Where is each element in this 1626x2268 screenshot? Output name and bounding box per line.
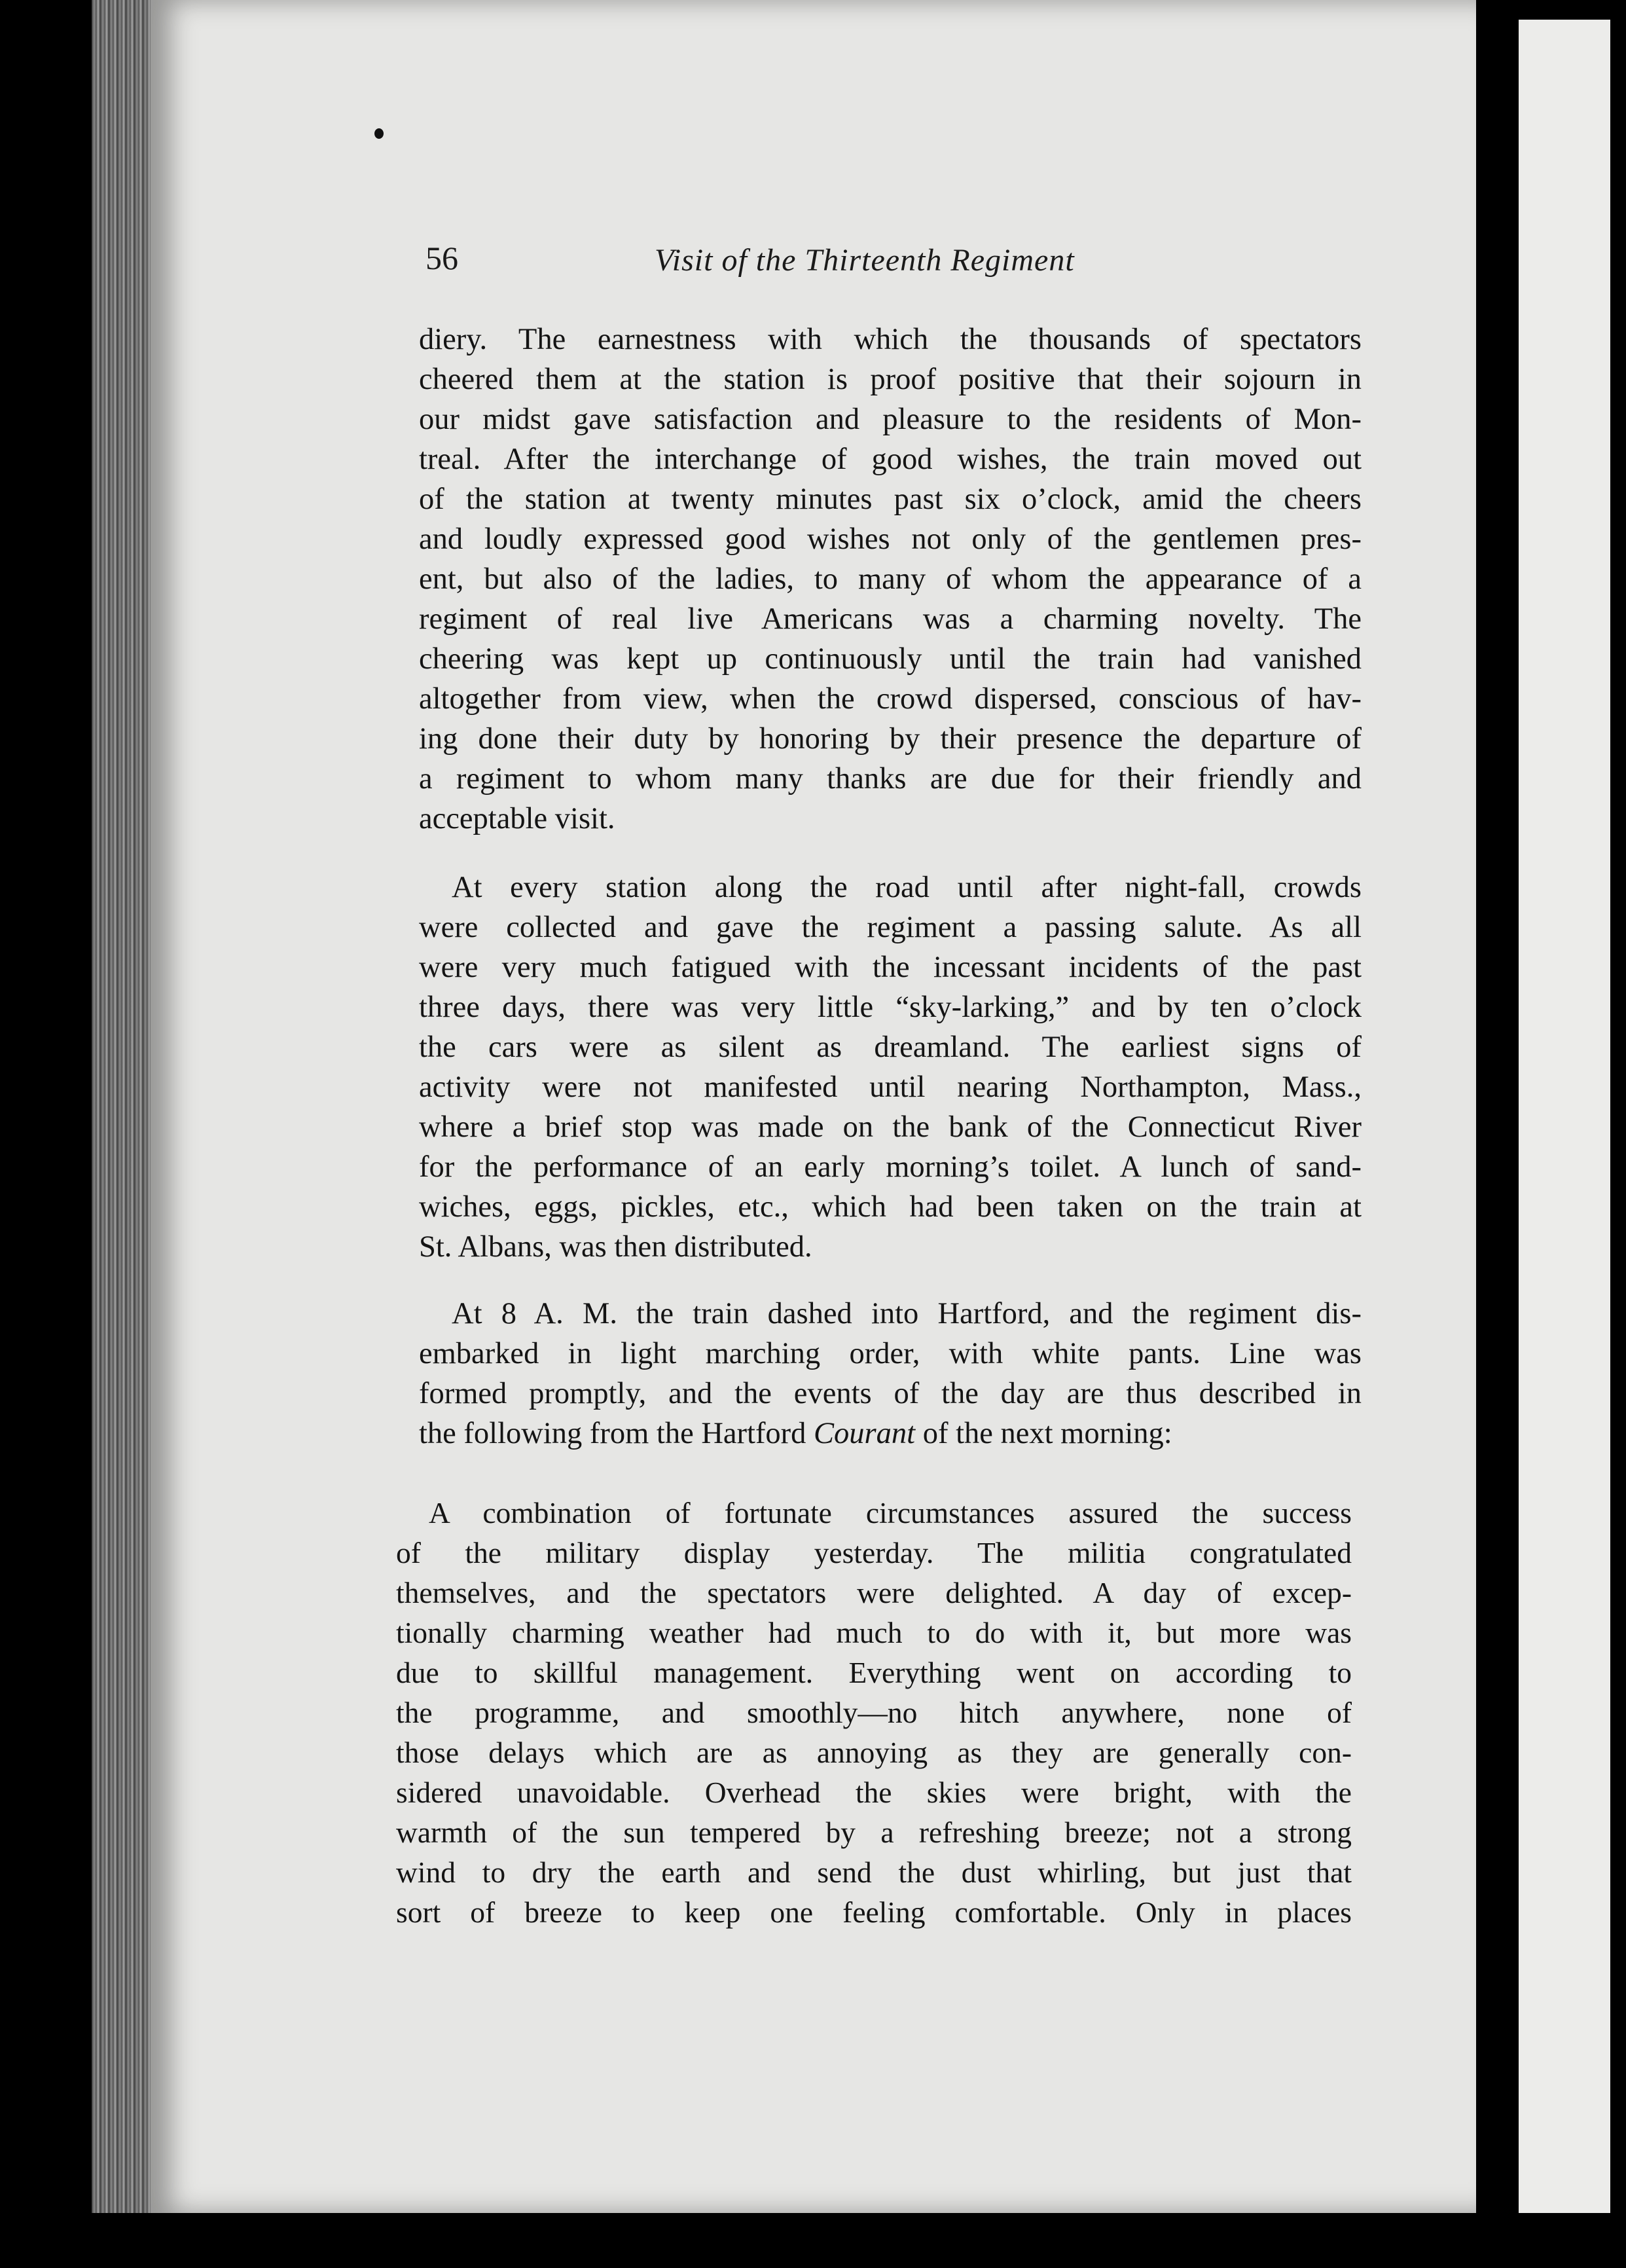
text-line: activity were not manifested until nearing Northampton, Mass., bbox=[419, 1070, 1362, 1104]
book-gutter bbox=[1476, 0, 1522, 2268]
text-line: wind to dry the earth and send the dust whirling, but just that bbox=[396, 1856, 1352, 1889]
text-line: embarked in light marching order, with white pants. Line was bbox=[419, 1337, 1362, 1370]
text-line: due to skillful management. Everything went on according to bbox=[396, 1656, 1352, 1689]
running-title: Visit of the Thirteenth Regiment bbox=[655, 243, 1075, 278]
ink-speck bbox=[374, 128, 384, 139]
text-line: treal. After the interchange of good wishes, the train moved out bbox=[419, 443, 1362, 476]
text-run: the following from the Hartford bbox=[419, 1417, 814, 1450]
newspaper-title: Courant bbox=[814, 1417, 916, 1450]
text-line: for the performance of an early morning’s toilet. A lunch of sand- bbox=[419, 1150, 1362, 1184]
text-line: tionally charming weather had much to do with it, but more was bbox=[396, 1616, 1352, 1649]
text-line: regiment of real live Americans was a charming novelty. The bbox=[419, 602, 1362, 636]
text-line: ent, but also of the ladies, to many of whom the appearance of a bbox=[419, 562, 1362, 596]
text-line: themselves, and the spectators were delighted. A day of excep- bbox=[396, 1576, 1352, 1609]
text-line: where a brief stop was made on the bank of the Connecticut River bbox=[419, 1110, 1362, 1144]
text-run: of the next morning: bbox=[915, 1417, 1172, 1450]
text-line: the cars were as silent as dreamland. The earliest signs of bbox=[419, 1031, 1362, 1064]
text-line: cheered them at the station is proof positive that their sojourn in bbox=[419, 363, 1362, 396]
text-line: acceptable visit. bbox=[419, 802, 615, 835]
text-line: A combination of fortunate circumstances assured the success bbox=[429, 1496, 1352, 1529]
text-line: the programme, and smoothly—no hitch anywhere, none of bbox=[396, 1696, 1352, 1729]
paragraph-2 bbox=[419, 868, 1362, 1267]
text-line: formed promptly, and the events of the day are thus described in bbox=[419, 1377, 1362, 1410]
text-line: a regiment to whom many thanks are due for their friendly and bbox=[419, 762, 1362, 796]
text-line: wiches, eggs, pickles, etc., which had been taken on the train at bbox=[419, 1190, 1362, 1224]
text-line: St. Albans, was then distributed. bbox=[419, 1230, 812, 1264]
text-line: cheering was kept up continuously until the train had vanished bbox=[419, 642, 1362, 676]
text-line: At every station along the road until after night-fall, crowds bbox=[452, 871, 1362, 904]
text-line: three days, there was very little “sky-larking,” and by ten o’clock bbox=[419, 991, 1362, 1024]
text-line: of the station at twenty minutes past six o’clock, amid the cheers bbox=[419, 483, 1362, 516]
text-line: warmth of the sun tempered by a refreshing breeze; not a strong bbox=[396, 1816, 1352, 1849]
text-line: ing done their duty by honoring by their presence the departure of bbox=[419, 722, 1362, 756]
text-line: altogether from view, when the crowd dispersed, conscious of hav- bbox=[419, 682, 1362, 716]
text-line: those delays which are as annoying as they are generally con- bbox=[396, 1736, 1352, 1769]
text-line: sidered unavoidable. Overhead the skies were bright, with the bbox=[396, 1776, 1352, 1809]
text-line-with-italic bbox=[419, 1414, 1362, 1454]
paragraph-3 bbox=[419, 1294, 1362, 1454]
text-line: our midst gave satisfaction and pleasure to the residents of Mon- bbox=[419, 403, 1362, 436]
text-line: were collected and gave the regiment a passing salute. As all bbox=[419, 911, 1362, 944]
text-line: sort of breeze to keep one feeling comfortable. Only in places bbox=[396, 1895, 1352, 1929]
text-line: were very much fatigued with the incessant incidents of the past bbox=[419, 951, 1362, 984]
page-number: 56 bbox=[425, 240, 458, 276]
quoted-paragraph bbox=[396, 1493, 1352, 1932]
book-page-edges bbox=[92, 0, 151, 2268]
facing-page-edge bbox=[1519, 20, 1610, 2220]
text-line: diery. The earnestness with which the thousands of spectators bbox=[419, 323, 1362, 356]
text-line: At 8 A. M. the train dashed into Hartford, and the regiment dis- bbox=[452, 1297, 1362, 1330]
scan-bottom-border bbox=[0, 2213, 1626, 2268]
paragraph-1 bbox=[419, 320, 1362, 839]
text-line: and loudly expressed good wishes not only of the gentlemen pres- bbox=[419, 522, 1362, 556]
text-line: of the military display yesterday. The militia congratulated bbox=[396, 1536, 1352, 1569]
